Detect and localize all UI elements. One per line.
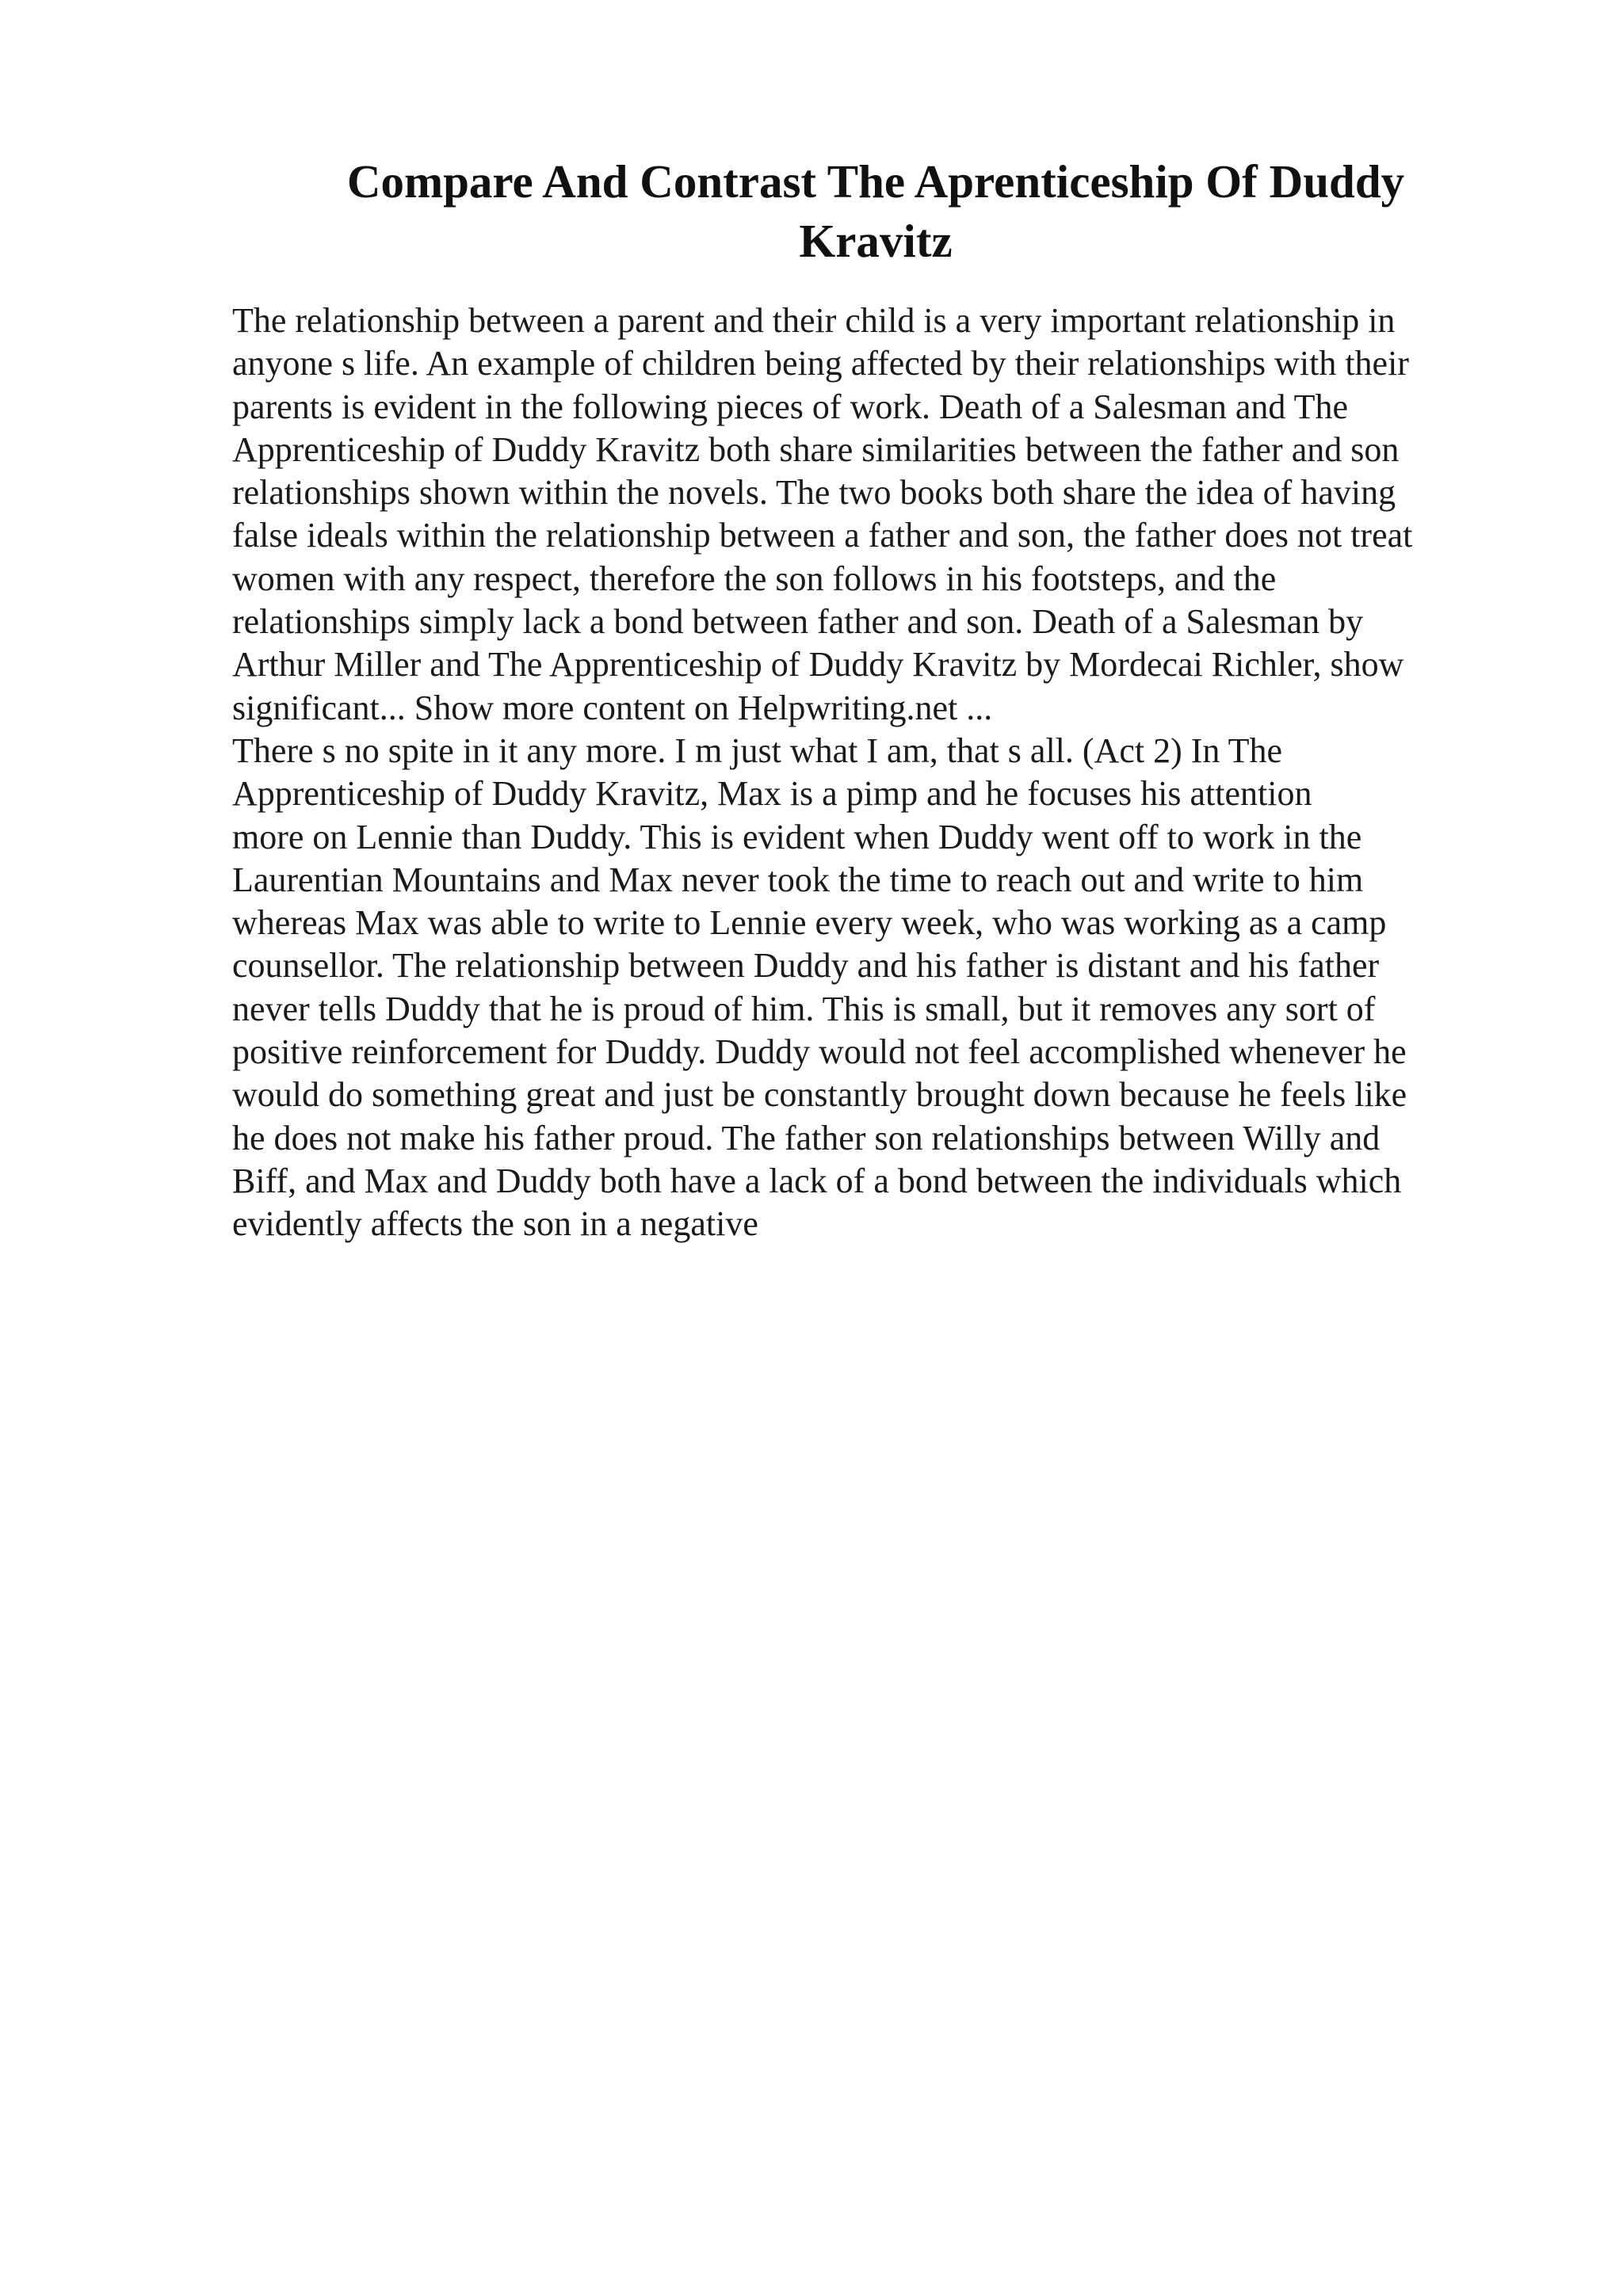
text-line: anyone s life. An example of children being affected by their relationships with their	[232, 344, 1409, 383]
text-line: whereas Max was able to write to Lennie every week, who was working as a camp	[232, 903, 1387, 943]
text-line: he does not make his father proud. The father son relationships between Willy and	[232, 1118, 1381, 1158]
text-line: Apprenticeship of Duddy Kravitz, Max is a pimp and he focuses his attention	[232, 774, 1312, 814]
text-line: false ideals within the relationship between a father and son, the father does not treat	[232, 516, 1413, 555]
text-line: positive reinforcement for Duddy. Duddy would not feel accomplished whenever he	[232, 1032, 1407, 1072]
text-line: Arthur Miller and The Apprenticeship of Duddy Kravitz by Mordecai Richler, show	[232, 645, 1404, 685]
text-line: Biff, and Max and Duddy both have a lack of a bond between the individuals which	[232, 1161, 1402, 1200]
text-line: relationships simply lack a bond between father and son. Death of a Salesman by	[232, 602, 1364, 642]
text-line: would do something great and just be constantly brought down because he feels like	[232, 1075, 1407, 1115]
text-line: women with any respect, therefore the son follows in his footsteps, and the	[232, 559, 1277, 598]
text-line: more on Lennie than Duddy. This is evident when Duddy went off to work in the	[232, 817, 1362, 856]
text-line: Apprenticeship of Duddy Kravitz both share similarities between the father and son	[232, 429, 1400, 469]
document-body	[232, 299, 1484, 1246]
text-line: There s no spite in it any more. I m just what I am, that s all. (Act 2) In The	[232, 730, 1282, 770]
text-line: evidently affects the son in a negative	[232, 1204, 758, 1244]
text-line: significant... Show more content on Helpwriting.net ...	[232, 688, 993, 727]
title-line: Kravitz	[799, 215, 953, 267]
text-line: Laurentian Mountains and Max never took the time to reach out and write to him	[232, 860, 1364, 899]
document-title	[301, 152, 1450, 271]
title-line: Compare And Contrast The Aprenticeship Of Duddy	[346, 155, 1405, 208]
text-line: counsellor. The relationship between Duddy and his father is distant and his father	[232, 946, 1380, 986]
text-line: never tells Duddy that he is proud of him. This is small, but it removes any sort of	[232, 989, 1376, 1028]
text-line: The relationship between a parent and their child is a very important relationship in	[232, 301, 1396, 340]
text-line: parents is evident in the following pieces of work. Death of a Salesman and The	[232, 387, 1349, 426]
text-line: relationships shown within the novels. The two books both share the idea of having	[232, 473, 1396, 513]
